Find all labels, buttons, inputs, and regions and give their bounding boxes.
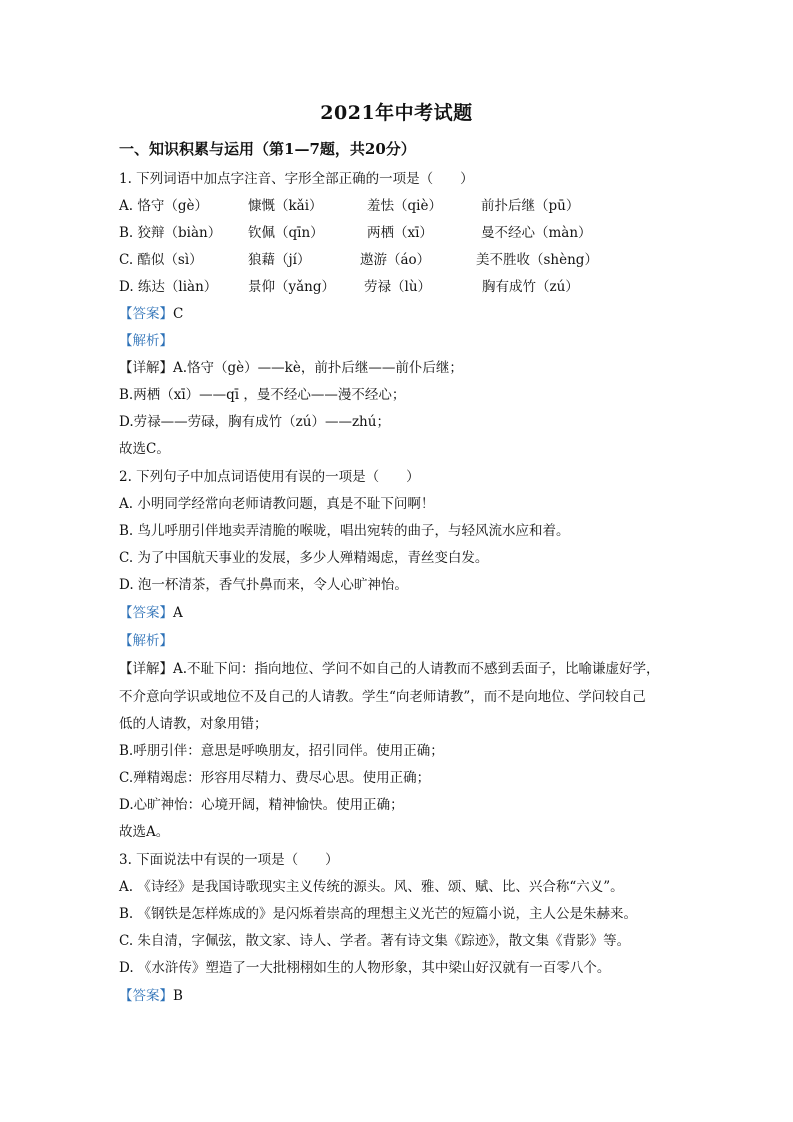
page-title: 2021年中考试题	[320, 102, 473, 124]
section-heading: 一、知识积累与运用（第1—7题，共20分）	[119, 140, 416, 158]
q2-detail-7: 故选A。	[119, 824, 170, 840]
q2-stem: 2. 下列句子中加点词语使用有误的一项是（ ）	[119, 469, 420, 485]
answer-tag: 【答案】	[119, 306, 173, 322]
q2-option-b: B. 鸟儿呼朋引伴地卖弄清脆的喉咙，唱出宛转的曲子，与轻风流水应和着。	[119, 523, 570, 539]
answer-value: C	[173, 306, 184, 322]
detail-text: A.恪守（gè）——kè，前扑后继——前仆后继；	[173, 360, 463, 376]
answer-tag: 【答案】	[119, 988, 173, 1004]
q3-stem: 3. 下面说法中有误的一项是（ ）	[119, 852, 339, 868]
q3-answer	[119, 987, 183, 1005]
q1-stem: 1. 下列词语中加点字注音、字形全部正确的一项是（ ）	[119, 171, 474, 187]
q1-detail-3: D.劳禄——劳碌，胸有成竹（zú）——zhú；	[119, 414, 390, 430]
q2-analysis-tag: 【解析】	[119, 633, 173, 649]
q2-detail-1	[119, 660, 660, 678]
detail-tag: 【详解】	[119, 661, 173, 677]
q1-option-a-4: 前扑后继（pū）	[481, 198, 580, 214]
q3-option-a: A. 《诗经》是我国诗歌现实主义传统的源头。风、雅、颂、赋、比、兴合称“六义”。	[119, 879, 624, 895]
q1-answer	[119, 305, 183, 323]
q2-answer	[119, 604, 183, 622]
q1-detail-1	[119, 359, 463, 377]
q2-detail-6: D.心旷神怡：心境开阔，精神愉快。使用正确；	[119, 797, 404, 813]
q2-detail-4: B.呼朋引伴：意思是呼唤朋友，招引同伴。使用正确；	[119, 743, 444, 759]
q3-option-b: B. 《钢铁是怎样炼成的》是闪烁着崇高的理想主义光芒的短篇小说，主人公是朱赫来。	[119, 906, 638, 922]
q1-option-b-2: 钦佩（qīn）	[248, 225, 324, 241]
q1-option-b-1: B. 狡辩（biàn）	[119, 225, 222, 241]
q1-option-a-1: A. 恪守（gè）	[119, 198, 208, 214]
answer-value: A	[173, 605, 183, 621]
q3-option-c: C. 朱自清，字佩弦，散文家、诗人、学者。著有诗文集《踪迹》，散文集《背影》等。	[119, 933, 631, 949]
q1-detail-2: B.两栖（xī）——qī ，曼不经心——漫不经心；	[119, 387, 406, 403]
q2-detail-2: 不介意向学识或地位不及自己的人请教。学生“向老师请教”，而不是向地位、学问较自己	[119, 689, 646, 705]
q1-option-d-3: 劳禄（lù）	[364, 279, 432, 295]
detail-text: A.不耻下问：指向地位、学问不如自己的人请教而不感到丢面子，比喻谦虚好学，	[173, 661, 660, 677]
q3-option-d: D. 《水浒传》塑造了一大批栩栩如生的人物形象，其中梁山好汉就有一百零八个。	[119, 960, 611, 976]
q1-option-d-2: 景仰（yǎng）	[248, 279, 336, 295]
q1-option-d-1: D. 练达（liàn）	[119, 279, 218, 295]
q1-option-b-4: 曼不经心（màn）	[481, 225, 592, 241]
q1-detail-4: 故选C。	[119, 441, 170, 457]
q1-analysis-tag: 【解析】	[119, 333, 173, 349]
q2-detail-3: 低的人请教，对象用错；	[119, 716, 268, 732]
q2-option-d: D. 泡一杯清茶，香气扑鼻而来，令人心旷神怡。	[119, 577, 408, 593]
q1-option-b-3: 两栖（xī）	[367, 225, 433, 241]
q1-option-c-2: 狼藉（jí）	[248, 252, 311, 268]
q1-option-a-3: 羞怯（qiè）	[367, 198, 442, 214]
answer-tag: 【答案】	[119, 605, 173, 621]
q1-option-c-4: 美不胜收（shèng）	[476, 252, 598, 268]
detail-tag: 【详解】	[119, 360, 173, 376]
q2-option-a: A. 小明同学经常向老师请教问题，真是不耻下问啊！	[119, 496, 435, 512]
q1-option-a-2: 慷慨（kǎi）	[248, 198, 323, 214]
q1-option-d-4: 胸有成竹（zú）	[482, 279, 579, 295]
q2-detail-5: C.殚精竭虑：形容用尽精力、费尽心思。使用正确；	[119, 770, 431, 786]
q1-option-c-3: 遨游（áo）	[360, 252, 431, 268]
q2-option-c: C. 为了中国航天事业的发展，多少人殚精竭虑，青丝变白发。	[119, 550, 489, 566]
answer-value: B	[173, 988, 183, 1004]
q1-option-c-1: C. 酷似（sì）	[119, 252, 203, 268]
